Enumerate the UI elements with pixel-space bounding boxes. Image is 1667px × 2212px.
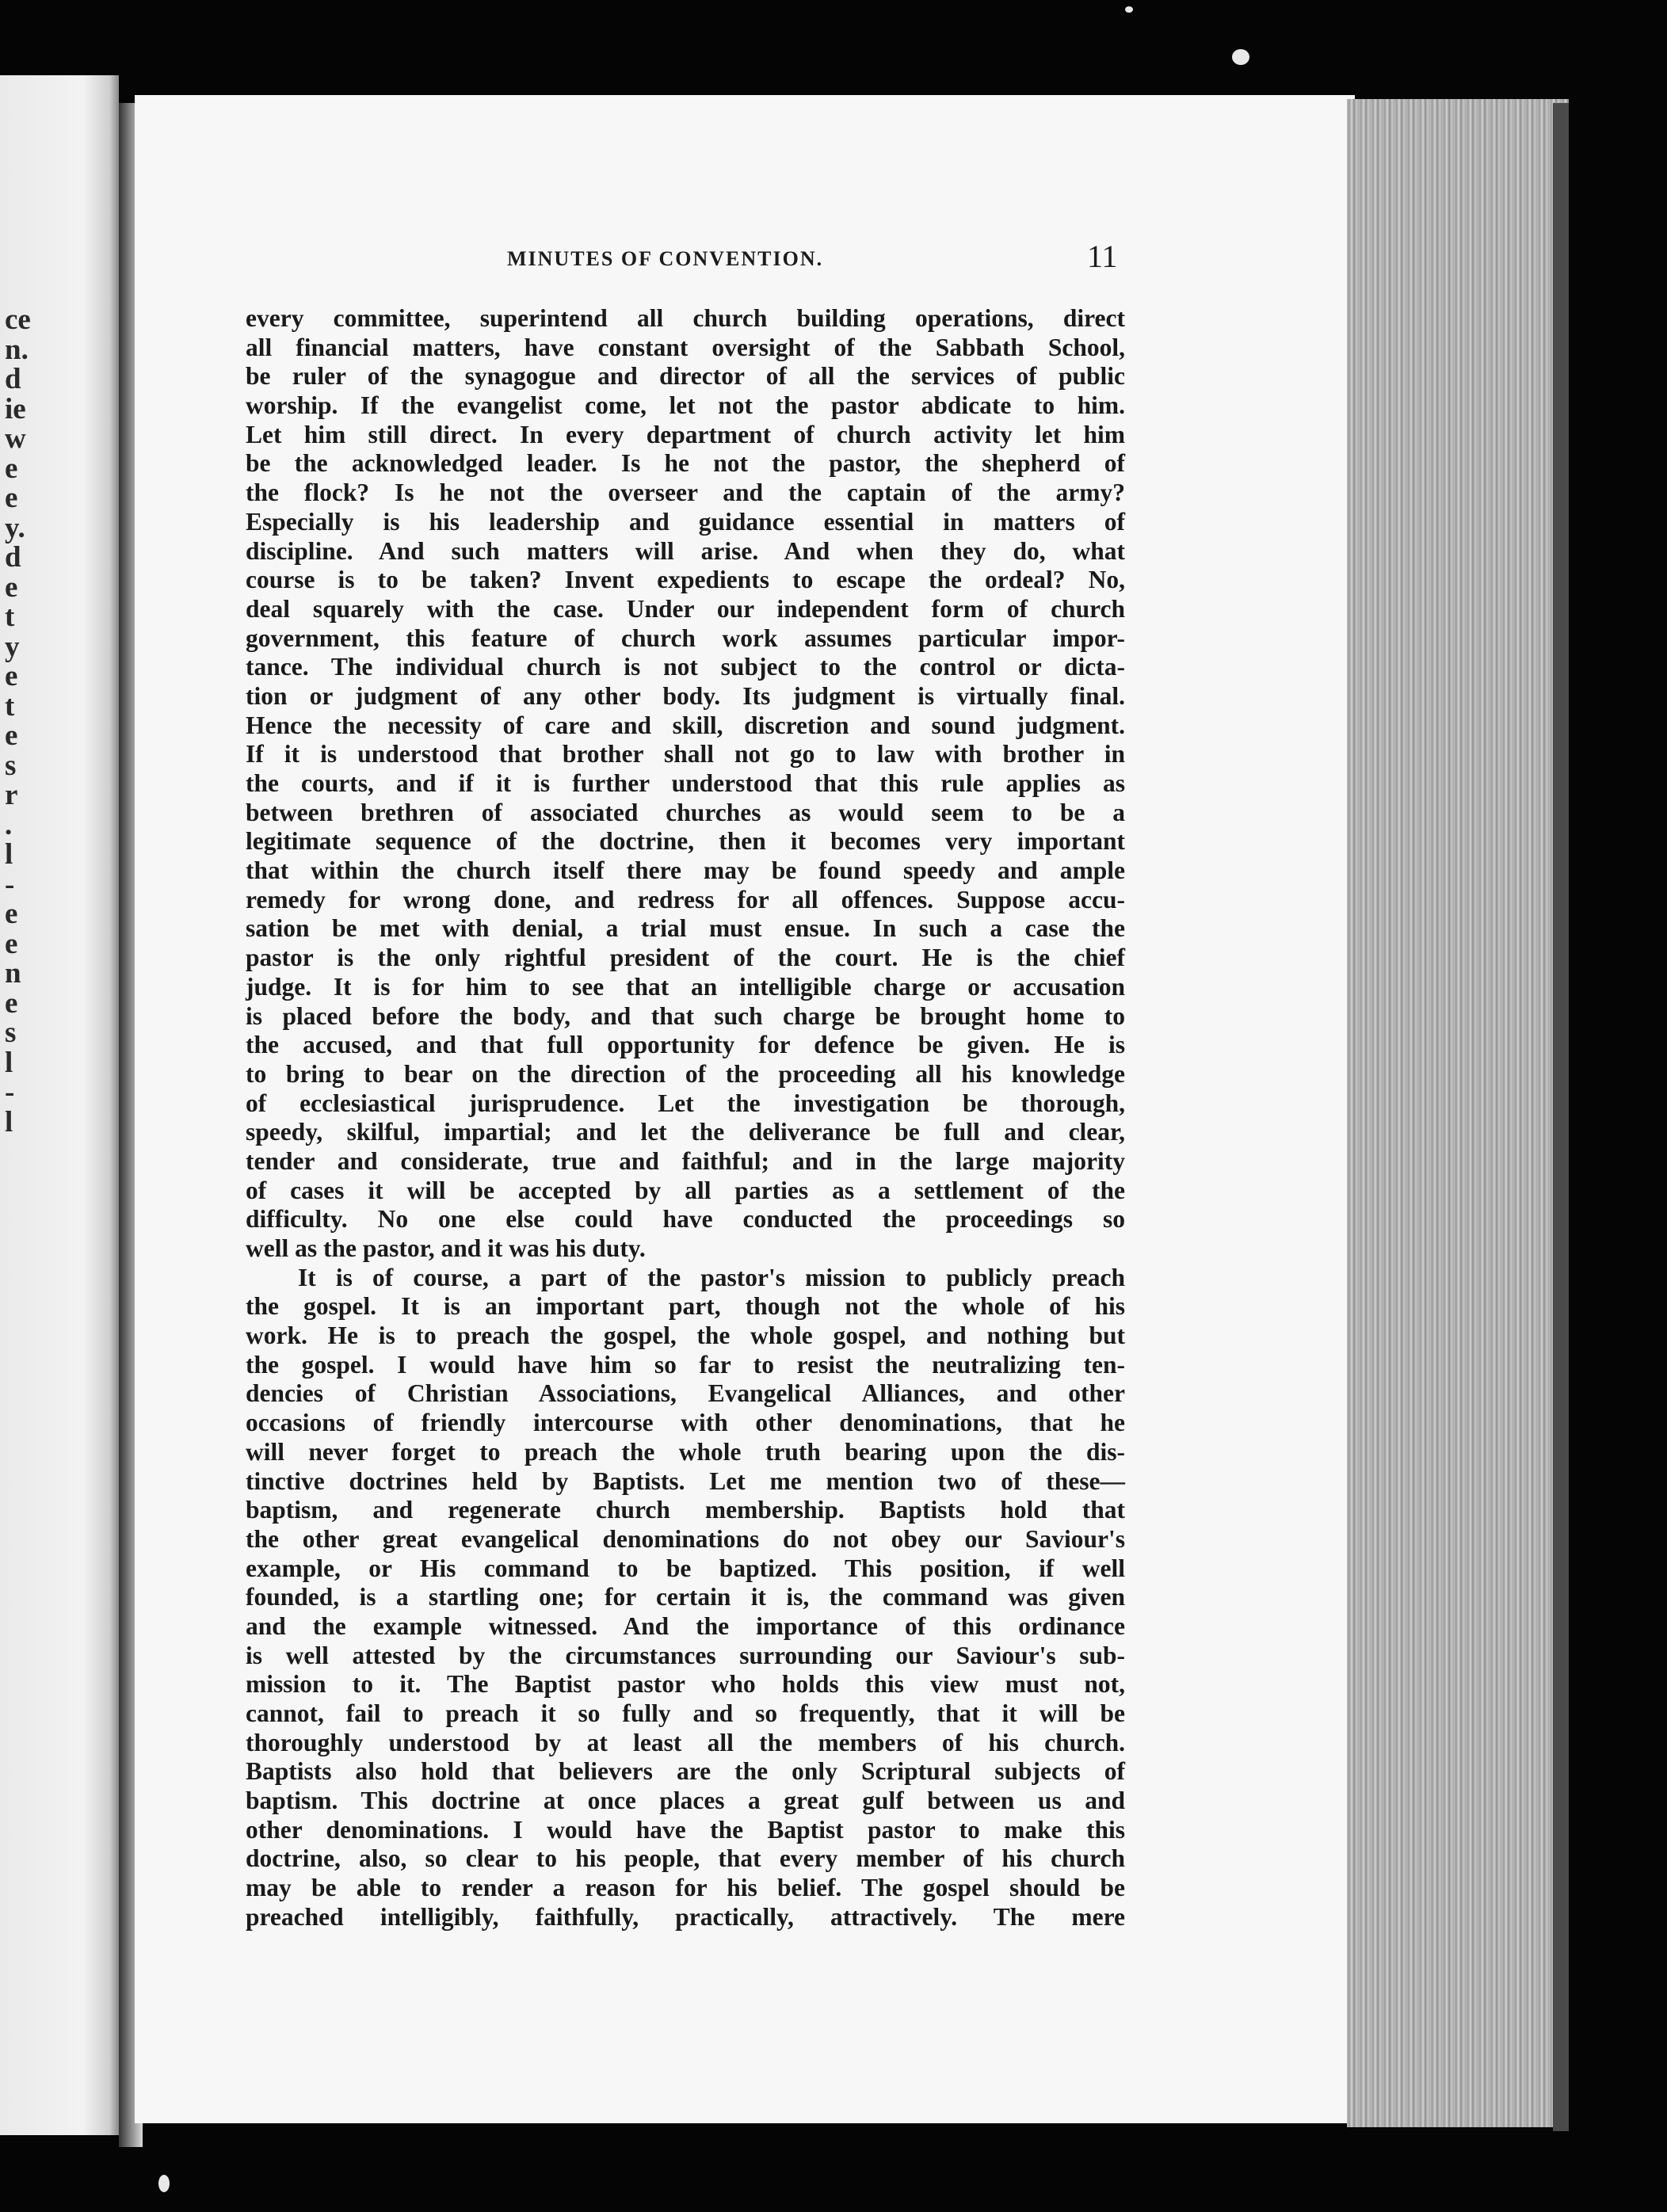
- text-line: well as the pastor, and it was his duty.: [246, 1234, 646, 1262]
- text-line: tinctive doctrines held by Baptists. Let me mention two of these—: [246, 1466, 1125, 1495]
- text-line: sation be met with denial, a trial must ensue. In such a case the: [246, 914, 1125, 943]
- facing-page-fragment: y.: [5, 511, 25, 544]
- text-line: Baptists also hold that believers are the only Scriptural subjects of: [246, 1757, 1125, 1786]
- text-line: be ruler of the synagogue and director of all the services of public: [246, 362, 1125, 391]
- text-line: government, this feature of church work assumes particular impor-: [246, 624, 1125, 652]
- text-line: every committee, superintend all church building operations, direct: [246, 304, 1125, 332]
- text-line: worship. If the evangelist come, let not the pastor abdicate to him.: [246, 391, 1125, 420]
- facing-page-fragment: e: [5, 986, 18, 1020]
- scan-speck: [1125, 6, 1133, 13]
- text-line: be the acknowledged leader. Is he not the pastor, the shepherd of: [246, 449, 1125, 478]
- running-head: MINUTES OF CONVENTION.: [507, 247, 824, 270]
- facing-page-fragment: r: [5, 779, 18, 811]
- facing-page-fragment: e: [5, 898, 18, 930]
- text-line: deal squarely with the case. Under our independent form of church: [246, 594, 1125, 623]
- text-line: baptism, and regenerate church membership. Baptists hold that: [246, 1496, 1125, 1524]
- text-line: founded, is a startling one; for certain it is, the command was given: [246, 1583, 1125, 1611]
- text-line: Especially is his leadership and guidance essential in matters of: [246, 507, 1125, 536]
- facing-page-fragment: -: [5, 1076, 15, 1108]
- facing-page-fragment: d: [5, 363, 21, 395]
- text-line: is well attested by the circumstances surrounding our Saviour's sub-: [246, 1641, 1125, 1669]
- text-line: speedy, skilful, impartial; and let the deliverance be full and clear,: [246, 1118, 1125, 1146]
- text-line: to bring to bear on the direction of the proceeding all his knowledge: [246, 1059, 1125, 1088]
- text-line: the other great evangelical denominations do not obey our Saviour's: [246, 1524, 1125, 1553]
- text-line: occasions of friendly intercourse with other denominations, that he: [246, 1409, 1125, 1437]
- facing-page-fragment: e: [5, 482, 18, 514]
- text-line: the courts, and if it is further understood that this rule applies as: [246, 769, 1125, 797]
- facing-page-fragment: e: [5, 452, 18, 485]
- text-line: and the example witnessed. And the importance of this ordinance: [246, 1611, 1125, 1640]
- facing-page-fragment: s: [5, 1016, 17, 1049]
- text-line: is placed before the body, and that such charge be brought home to: [246, 1001, 1125, 1030]
- facing-page-fragment: l: [5, 838, 13, 871]
- text-line: course is to be taken? Invent expedients to escape the ordeal? No,: [246, 566, 1125, 594]
- facing-page-fragment: y: [5, 630, 20, 663]
- text-line: tance. The individual church is not subject to the control or dicta-: [246, 653, 1125, 681]
- text-line: Let him still direct. In every department of church activity let him: [246, 420, 1125, 448]
- facing-page-fragment: t: [5, 601, 15, 633]
- facing-page-fragment: .: [5, 808, 13, 841]
- facing-page-fragment: s: [5, 749, 17, 782]
- facing-page-fragment: -: [5, 868, 15, 901]
- text-line: If it is understood that brother shall not go to law with brother in: [246, 740, 1125, 768]
- text-line: that within the church itself there may be found speedy and ample: [246, 856, 1125, 885]
- facing-page-fragment: n.: [5, 333, 29, 366]
- facing-page-fragment: e: [5, 660, 18, 692]
- body-text: [246, 304, 1125, 1932]
- text-line: the gospel. I would have him so far to resist the neutralizing ten-: [246, 1350, 1125, 1379]
- text-line: discipline. And such matters will arise. And when they do, what: [246, 536, 1125, 565]
- text-line: remedy for wrong done, and redress for all offences. Suppose accu-: [246, 885, 1125, 913]
- text-line: all financial matters, have constant oversight of the Sabbath School,: [246, 333, 1125, 361]
- text-line: doctrine, also, so clear to his people, that every member of his church: [246, 1844, 1125, 1873]
- text-line: tion or judgment of any other body. Its judgment is virtually final.: [246, 681, 1125, 710]
- text-line: of cases it will be accepted by all parties as a settlement of the: [246, 1176, 1125, 1204]
- text-line: preached intelligibly, faithfully, practically, attractively. The mere: [246, 1902, 1125, 1931]
- text-line: the flock? Is he not the overseer and the captain of the army?: [246, 479, 1125, 507]
- scan-speck: [1232, 49, 1249, 65]
- page-edges: [1347, 99, 1569, 2127]
- text-line: pastor is the only rightful president of the court. He is the chief: [246, 944, 1125, 972]
- facing-page-fragment: ce: [5, 303, 31, 336]
- text-line: of ecclesiastical jurisprudence. Let the investigation be thorough,: [246, 1089, 1125, 1117]
- text-line: thoroughly understood by at least all the members of his church.: [246, 1728, 1125, 1756]
- text-line: mission to it. The Baptist pastor who holds this view must not,: [246, 1670, 1125, 1699]
- text-line: work. He is to preach the gospel, the whole gospel, and nothing but: [246, 1321, 1125, 1350]
- text-line: the accused, and that full opportunity for defence be given. He is: [246, 1031, 1125, 1059]
- text-line: example, or His command to be baptized. This position, if well: [246, 1554, 1125, 1582]
- text-line: baptism. This doctrine at once places a great gulf between us and: [246, 1787, 1125, 1815]
- text-line: legitimate sequence of the doctrine, then it becomes very important: [246, 827, 1125, 856]
- text-line: the gospel. It is an important part, though not the whole of his: [246, 1292, 1125, 1321]
- facing-page-fragment: l: [5, 1046, 13, 1079]
- text-line: may be able to render a reason for his belief. The gospel should be: [246, 1874, 1125, 1902]
- facing-page-fragment: d: [5, 541, 21, 574]
- facing-page-fragment: ie: [5, 392, 26, 425]
- facing-page-fragment: w: [5, 422, 26, 455]
- text-line: It is of course, a part of the pastor's mission to publicly preach: [298, 1263, 1125, 1291]
- text-line: judge. It is for him to see that an intelligible charge or accusation: [246, 972, 1125, 1001]
- facing-page-fragment: l: [5, 1105, 13, 1138]
- text-line: cannot, fail to preach it so fully and so frequently, that it will be: [246, 1699, 1125, 1727]
- text-line: tender and considerate, true and faithful; and in the large majority: [246, 1146, 1125, 1175]
- page-number: 11: [1087, 238, 1118, 274]
- text-line: difficulty. No one else could have conducted the proceedings so: [246, 1205, 1125, 1234]
- text-line: other denominations. I would have the Baptist pastor to make this: [246, 1815, 1125, 1844]
- text-line: will never forget to preach the whole truth bearing upon the dis-: [246, 1437, 1125, 1466]
- page-edges-shadow: [1553, 103, 1569, 2131]
- text-line: Hence the necessity of care and skill, discretion and sound judgment.: [246, 711, 1125, 739]
- facing-page-fragment: e: [5, 927, 18, 960]
- text-line: dencies of Christian Associations, Evangelical Alliances, and other: [246, 1379, 1125, 1408]
- facing-page-fragment: e: [5, 719, 18, 752]
- text-line: between brethren of associated churches as would seem to be a: [246, 798, 1125, 826]
- scan-speck: [158, 2175, 170, 2192]
- facing-page-edge: [0, 75, 119, 2135]
- facing-page-fragment: e: [5, 570, 18, 604]
- facing-page-fragment: n: [5, 957, 21, 990]
- facing-page-fragment: t: [5, 689, 15, 723]
